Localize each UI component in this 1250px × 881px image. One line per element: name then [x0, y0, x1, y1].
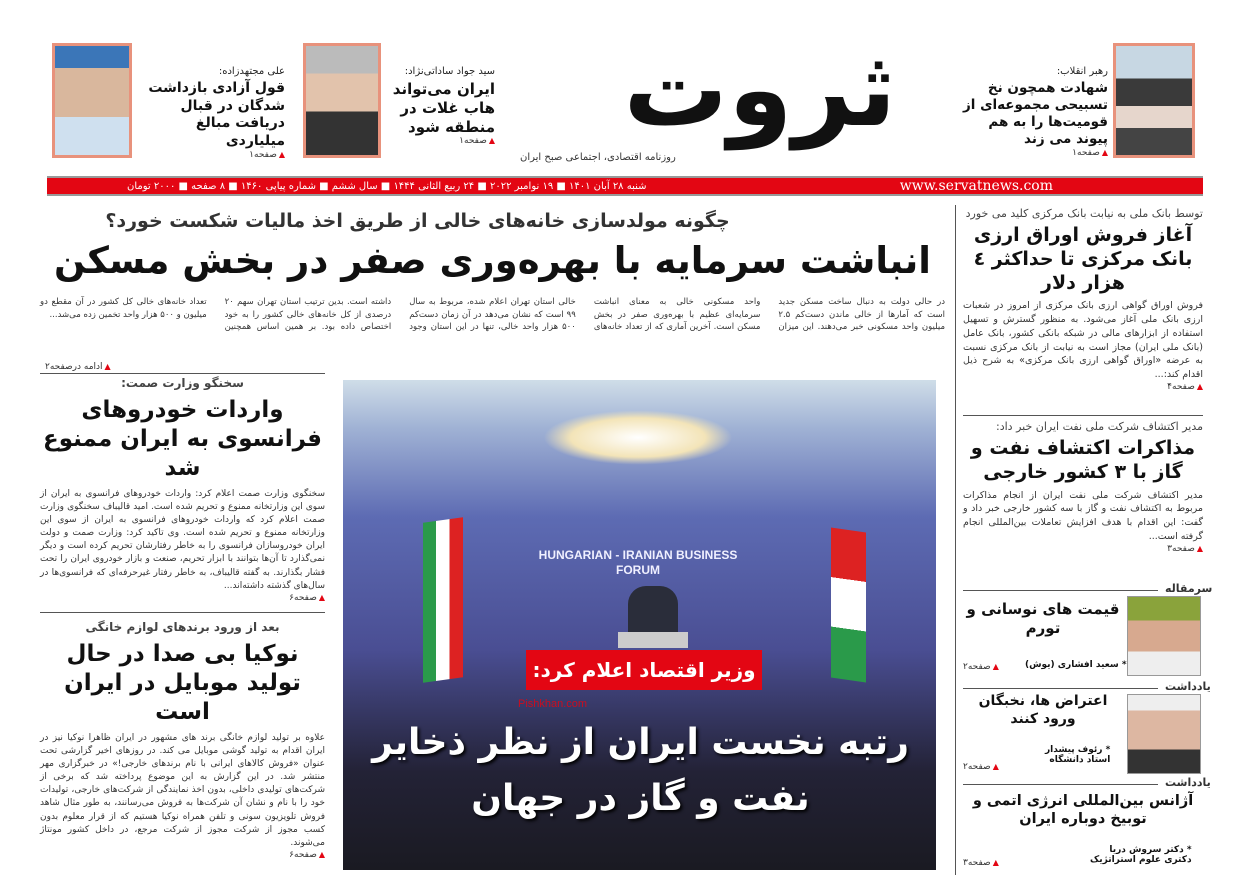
- opinion-affiliation: استاد دانشگاه: [1049, 755, 1111, 765]
- opinion-author: * سعید افشاری (یوش): [1025, 660, 1127, 670]
- lead-story[interactable]: [40, 210, 945, 372]
- divider: [963, 415, 1203, 416]
- teaser-photo-leader: [1113, 43, 1195, 158]
- divider: [40, 612, 325, 613]
- teaser-kicker: علی مجتهدزاده:: [218, 66, 285, 77]
- photo-kicker: وزیر اقتصاد اعلام کرد:: [526, 650, 762, 690]
- author-photo: [1127, 694, 1201, 774]
- tagline: روزنامه اقتصادی، اجتماعی صبح ایران: [520, 152, 676, 163]
- forum-banner-text: HUNGARIAN - IRANIAN BUSINESS FORUM: [538, 548, 738, 577]
- podium: [618, 632, 688, 648]
- story-headline: نوکیا بی صدا در حال تولید موبایل در ایران است: [64, 641, 301, 725]
- page-ref: ▲ صفحه۲: [963, 762, 999, 772]
- page-ref: ▲ ادامه درصفحه۲: [45, 362, 111, 372]
- opinion-affiliation: دکتری علوم استراتژیک: [1090, 855, 1192, 865]
- teaser-kicker: سید جواد ساداتی‌نژاد:: [404, 66, 495, 77]
- chandelier: [543, 410, 733, 465]
- iran-flag: [423, 517, 463, 683]
- photo-headline: رتبه نخست ایران از نظر ذخایر نفت و گاز در جهان: [372, 722, 909, 819]
- page-ref: ▲ صفحه۴: [963, 382, 1203, 392]
- story-headline: واردات خودروهای فرانسوی به ایران ممنوع شد: [43, 397, 322, 481]
- story-central-bank[interactable]: [963, 207, 1203, 392]
- story-oil-talks[interactable]: [963, 420, 1203, 554]
- page-ref: ▲ صفحه۱: [960, 148, 1108, 158]
- page-ref: ▲ صفحه۲: [963, 662, 999, 672]
- teaser-headline: ایران می‌تواند هاب غلات در منطقه شود: [392, 80, 495, 136]
- dateline: شنبه ۲۸ آبان ۱۴۰۱ ■ ۱۹ نوامبر ۲۰۲۲ ■ ۲۴ ربیع الثانی ۱۴۴۴ ■ سال ششم ■ شماره پیاپی ۱۴۶۰ ■ ۸ صفحه ■ ۲۰۰۰ تومان: [127, 180, 647, 192]
- story-french-cars[interactable]: [40, 376, 325, 603]
- story-body: فروش اوراق گواهی ارزی بانک مرکزی از امروز در شعبات ارزی بانک ملی آغاز می‌شود. به منظور گسترش و تسهیل استفاده از ابزارهای مالی در شبکه بانکی کشور، بانک عامل (بانک ملی ایران) مجاز است به نیابت از بانک مرکزی نسبت به عرضه «اوراق گواهی ارزی بانک مرکزی» به شرح ذیل اقدام کند:...: [963, 300, 1203, 381]
- logo-text: ثروت: [623, 28, 897, 150]
- section-label: یادداشت: [1165, 776, 1211, 789]
- page-ref: ▲ صفحه۱: [385, 136, 495, 146]
- teaser-headline: قول آزادی بازداشت شدگان در قبال دریافت مبالغ میلیاردی: [148, 80, 285, 149]
- teaser-mojtahedzadeh[interactable]: [135, 66, 285, 160]
- opinion-author: * رئوف پیشدار: [1045, 745, 1111, 755]
- page-ref: ▲ صفحه۱: [135, 150, 285, 160]
- divider: [40, 373, 325, 374]
- section-label: یادداشت: [1165, 680, 1211, 693]
- opinion-headline[interactable]: آژانس بین‌المللی انرژی اتمی و توبیخ دوباره ایران: [972, 793, 1194, 828]
- column-divider: [955, 205, 956, 875]
- page-ref: ▲ صفحه۳: [963, 544, 1203, 554]
- teaser-photo-mojtahedzadeh: [52, 43, 132, 158]
- author-photo: [1127, 596, 1201, 676]
- lead-body: در حالی دولت به دنبال ساخت مسکن جدید است که آمارها از خالی ماندن دست‌کم ۲.۵ میلیون واحد مسکونی خبر می‌دهند. این میزان واحد مسکونی خالی به معنای انباشت سرمایه‌ای عظیم با بهره‌وری صفر در بخش مسکن است. آخرین آماری که از تعداد خانه‌های خالی استان تهران اعلام شده، مربوط به سال ۹۹ است که نشان می‌دهد در آن زمان دست‌کم ۵۰۰ هزار واحد خالی، تنها در این استان وجود داشته است. بدین ترتیب استان تهران سهم ۲۰ درصدی از کل خانه‌های خالی کشور را به خود اختصاص داده بود. بر همین اساس همچنین تعداد خانه‌های خالی کل کشور در آن مقطع دو میلیون و ۵۰۰ هزار واحد تخمین زده می‌شد...: [40, 297, 945, 332]
- story-body: مدیر اکتشاف شرکت ملی نفت ایران از انجام مذاکرات مربوط به اکتشاف نفت و گاز با سه کشور خارجی خبر داد و گفت: این اقدام با هدف افزایش تعاملات بین‌المللی انجام گرفته است...: [963, 489, 1203, 542]
- teaser-sadatinejad[interactable]: [385, 66, 495, 146]
- teaser-leader[interactable]: [960, 66, 1108, 158]
- story-body: علاوه بر تولید لوازم خانگی برند های مشهور در ایران ظاهرا نوکیا نیز در ایران اقدام به تولید گوشی موبایل می کند. در روزهای اخیر گزارشی تحت عنوان «فروش کالاهای ایرانی با نام برندهای خارجی!» در خبرگزاری مهر منتشر شد. در این گزارش به این موضوع پرداخته شد که برخی از شرکت‌های تولیدی داخلی، بدون اخذ نمایندگی از شرکت‌های خارجی، تولیدات خود را با نام و نشان آن شرکت‌ها به فروش می‌رسانند، به طور مثال شاهد فروش تلویزیون سونی و تلفن همراه نوکیا هستیم که از قرار معلوم بدون کسب مجوز از شرکت مجوز از شرکت مرجع، در داخل کشور مونتاژ می‌شوند.: [40, 733, 325, 848]
- divider: [963, 688, 1158, 689]
- story-body: سخنگوی وزارت صمت اعلام کرد: واردات خودروهای فرانسوی به ایران از سوی این وزارتخانه ممنوع و تحریم شده است. امید قالیباف سخنگوی وزارت صمت اعلام کرد که واردات خودروهای فرانسوی به ایران از سوی این وزارتخانه ممنوع و تحریم شده است. وی تاکید کرد: وزارت صمت و دولت ایران خودروسازان فرانسوی را به خاطر رفتارشان تحریم کرده است و دیگر نمی‌گذارد تا آن‌ها بتوانند با ابزار تحریم، صنعت و بازار خودروی ایران را تحت فشار بگذارند. به گفته قالیباف، به خاطر رفتار غیرحرفه‌ای که فرانسوی‌ها در سال‌های گذشته داشته‌اند...: [40, 489, 325, 591]
- story-headline: مذاکرات اکتشاف نفت و گاز با ۳ کشور خارجی: [970, 437, 1196, 483]
- page-ref: ▲ صفحه۶: [40, 850, 325, 860]
- logo: [560, 28, 960, 150]
- divider: [963, 590, 1158, 591]
- opinion-headline[interactable]: قیمت های نوسانی و تورم: [966, 600, 1120, 637]
- story-kicker: سخنگو وزارت صمت:: [121, 376, 244, 390]
- lead-headline: انباشت سرمایه با بهره‌وری صفر در بخش مسکن: [54, 239, 931, 282]
- teaser-headline: شهادت همچون نخ تسبیحی مجموعه‌ای از قومیت‌ها را به هم پیوند می زند: [962, 80, 1108, 147]
- watermark: Pishkhan.com: [518, 698, 588, 710]
- page-ref: ▲ صفحه۳: [963, 858, 999, 868]
- story-headline: آغاز فروش اوراق ارزی بانک مرکزی تا حداکثر ٤ هزار دلار: [973, 224, 1193, 294]
- divider: [963, 784, 1158, 785]
- teaser-photo-sadatinejad: [303, 43, 381, 158]
- story-kicker: توسط بانک ملی به نیابت بانک مرکزی کلید می خورد: [965, 207, 1203, 220]
- opinion-headline[interactable]: اعتراض ها، نخبگان ورود کنند: [978, 693, 1108, 727]
- story-kicker: مدیر اکتشاف شرکت ملی نفت ایران خبر داد:: [996, 420, 1203, 433]
- story-nokia[interactable]: [40, 620, 325, 860]
- teaser-kicker: رهبر انقلاب:: [1056, 66, 1108, 77]
- lead-kicker: چگونه مولدسازی خانه‌های خالی از طریق اخذ مالیات شکست خورد؟: [105, 210, 730, 232]
- story-kicker: بعد از ورود برندهای لوازم خانگی: [85, 620, 280, 634]
- site-url[interactable]: www.servatnews.com: [899, 178, 1053, 194]
- photo-story[interactable]: [343, 380, 936, 870]
- opinion-author: * دکتر سروش دریا: [1109, 845, 1192, 855]
- page-ref: ▲ صفحه۶: [40, 593, 325, 603]
- dateline-bar: [47, 176, 1203, 196]
- hungary-flag: [831, 528, 866, 683]
- section-label: سرمقاله: [1165, 582, 1213, 595]
